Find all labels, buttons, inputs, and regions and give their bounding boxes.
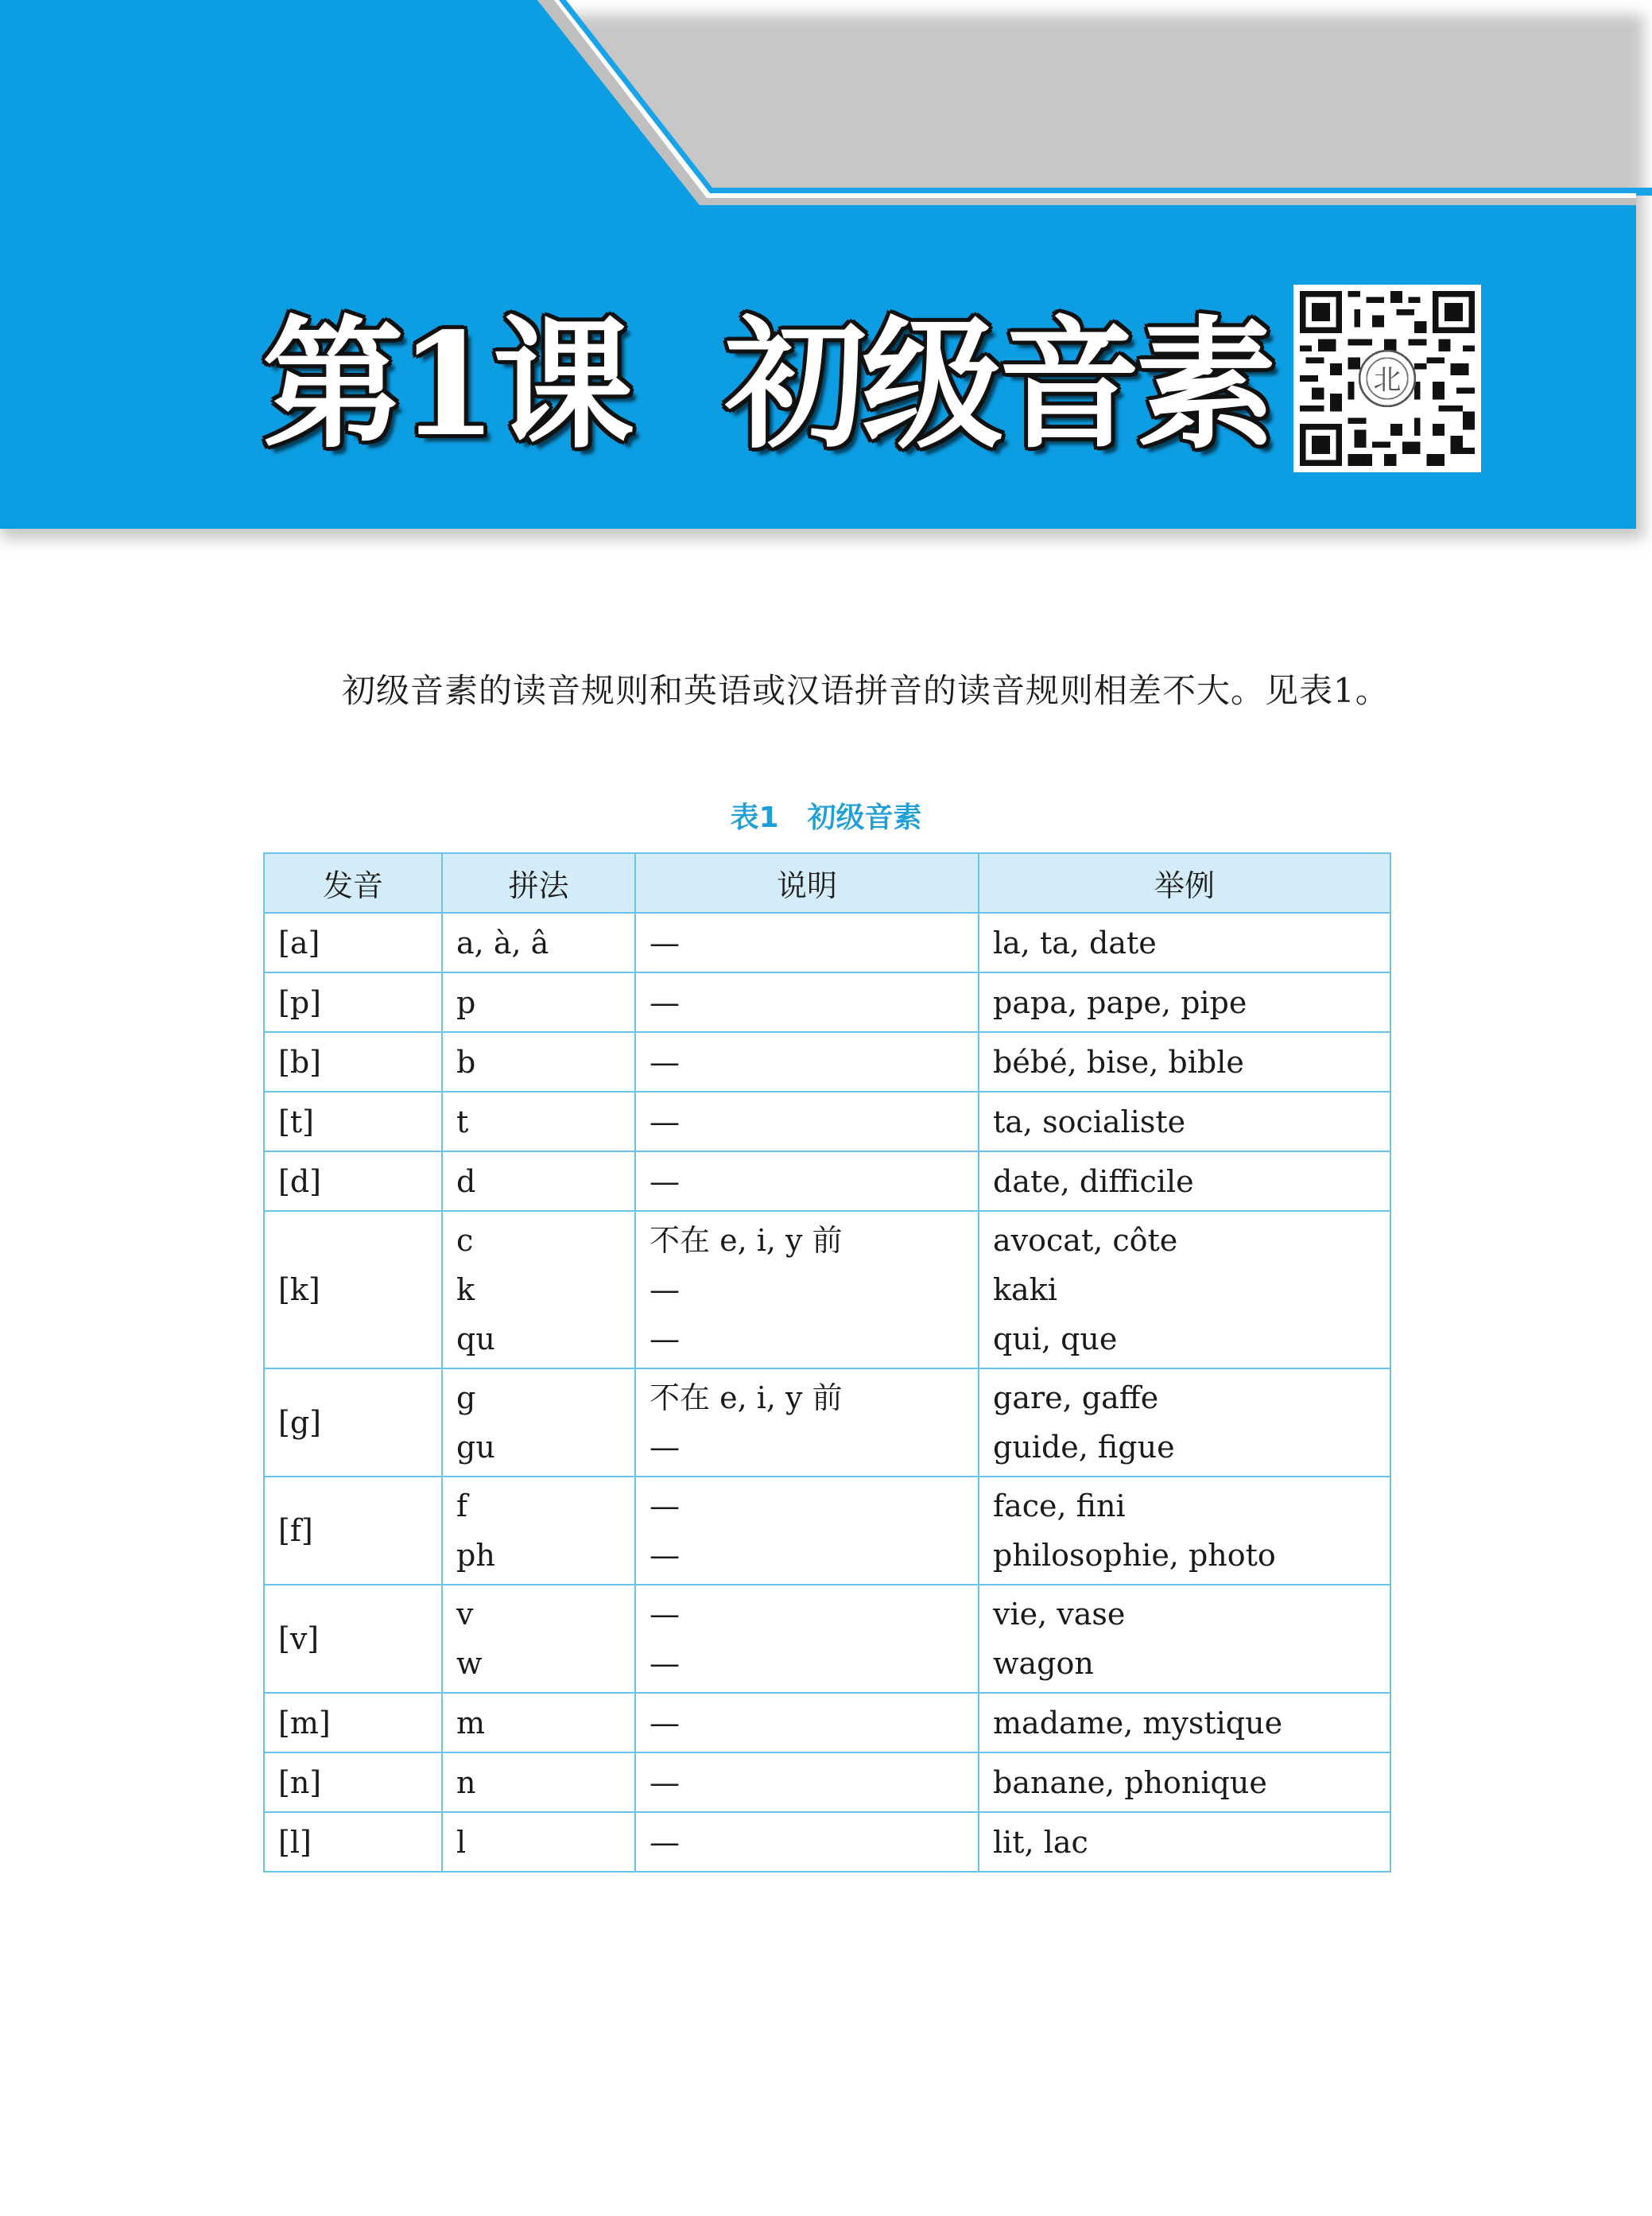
table-row — [264, 1693, 1390, 1752]
example-cell: papa, pape, pipe — [979, 972, 1390, 1032]
banner — [0, 0, 1652, 557]
spelling-cell: n — [442, 1752, 635, 1812]
table-row — [264, 1368, 1390, 1477]
spelling-cell: b — [442, 1032, 635, 1092]
note-cell: — — [635, 972, 979, 1032]
note-line: — — [650, 1538, 680, 1573]
spelling-cell: t — [442, 1092, 635, 1151]
phoneme-table — [263, 852, 1391, 1873]
spelling-cell — [442, 1585, 635, 1693]
example-cell: bébé, bise, bible — [979, 1032, 1390, 1092]
table-row — [264, 1032, 1390, 1092]
spelling-line: gu — [456, 1430, 495, 1465]
spelling-cell: l — [442, 1812, 635, 1872]
note-cell — [635, 1477, 979, 1585]
example-line: face, fini — [993, 1488, 1126, 1523]
svg-text:北: 北 — [1373, 364, 1402, 397]
table-row — [264, 913, 1390, 972]
table-caption — [0, 795, 1652, 836]
table-caption-label: 表1 — [730, 801, 779, 834]
header-example: 举例 — [979, 853, 1390, 913]
note-line: — — [650, 1597, 680, 1632]
note-cell: — — [635, 1092, 979, 1151]
spelling-cell: a, à, â — [442, 913, 635, 972]
note-cell — [635, 1585, 979, 1693]
example-cell — [979, 1585, 1390, 1693]
table-row — [264, 1812, 1390, 1872]
example-cell — [979, 1211, 1390, 1368]
sound-cell: [a] — [264, 913, 442, 972]
spelling-cell — [442, 1477, 635, 1585]
intro-paragraph: 初级音素的读音规则和英语或汉语拼音的读音规则相差不大。见表1。 — [342, 671, 1390, 710]
note-cell: — — [635, 913, 979, 972]
example-cell: ta, socialiste — [979, 1092, 1390, 1151]
spelling-line: f — [456, 1488, 468, 1523]
sound-cell: [v] — [264, 1585, 442, 1693]
sound-cell: [m] — [264, 1693, 442, 1752]
table-row — [264, 1151, 1390, 1211]
spelling-cell: p — [442, 972, 635, 1032]
example-line: vie, vase — [993, 1597, 1126, 1632]
table-caption-title: 初级音素 — [807, 801, 922, 834]
header-spelling: 拼法 — [442, 853, 635, 913]
spelling-line: k — [456, 1272, 475, 1307]
spelling-line: qu — [456, 1321, 495, 1356]
example-cell: lit, lac — [979, 1812, 1390, 1872]
example-line: avocat, côte — [993, 1223, 1178, 1258]
sound-cell: [t] — [264, 1092, 442, 1151]
lesson-title — [262, 301, 1272, 468]
table-row — [264, 1585, 1390, 1693]
spelling-line: ph — [456, 1538, 495, 1573]
note-line: 不在 e, i, y 前 — [650, 1223, 843, 1258]
spelling-line: c — [456, 1223, 474, 1258]
example-line: gare, gaffe — [993, 1380, 1159, 1415]
example-cell — [979, 1477, 1390, 1585]
spelling-cell — [442, 1211, 635, 1368]
example-cell: la, ta, date — [979, 913, 1390, 972]
note-line: — — [650, 1321, 680, 1356]
sound-cell: [l] — [264, 1812, 442, 1872]
header-note: 说明 — [635, 853, 979, 913]
note-cell: — — [635, 1812, 979, 1872]
sound-cell: [p] — [264, 972, 442, 1032]
sound-cell: [k] — [264, 1211, 442, 1368]
table-row — [264, 972, 1390, 1032]
note-line: — — [650, 1272, 680, 1307]
qr-code-graphic — [1300, 291, 1475, 466]
sound-cell: [f] — [264, 1477, 442, 1585]
note-line: — — [650, 1646, 680, 1681]
note-cell: — — [635, 1693, 979, 1752]
table-row — [264, 1211, 1390, 1368]
example-line: guide, figue — [993, 1430, 1175, 1465]
example-cell: madame, mystique — [979, 1693, 1390, 1752]
lesson-number: 第1课 — [262, 301, 630, 468]
note-line: — — [650, 1488, 680, 1523]
spelling-line: g — [456, 1380, 476, 1415]
sound-cell: [b] — [264, 1032, 442, 1092]
sound-cell: [n] — [264, 1752, 442, 1812]
table-header-row — [264, 853, 1390, 913]
example-line: philosophie, photo — [993, 1538, 1276, 1573]
lesson-topic: 初级音素 — [724, 301, 1272, 468]
note-line: — — [650, 1430, 680, 1465]
qr-code-icon[interactable] — [1293, 285, 1481, 472]
note-cell: — — [635, 1752, 979, 1812]
note-line: 不在 e, i, y 前 — [650, 1380, 843, 1415]
spelling-cell: m — [442, 1693, 635, 1752]
example-cell: banane, phonique — [979, 1752, 1390, 1812]
example-cell — [979, 1368, 1390, 1477]
spelling-cell — [442, 1368, 635, 1477]
sound-cell: [d] — [264, 1151, 442, 1211]
note-cell: — — [635, 1151, 979, 1211]
sound-cell: [g] — [264, 1368, 442, 1477]
example-cell: date, difficile — [979, 1151, 1390, 1211]
spelling-cell: d — [442, 1151, 635, 1211]
note-cell — [635, 1368, 979, 1477]
table-row — [264, 1477, 1390, 1585]
example-line: kaki — [993, 1272, 1057, 1307]
example-line: wagon — [993, 1646, 1094, 1681]
note-cell: — — [635, 1032, 979, 1092]
spelling-line: v — [456, 1597, 474, 1632]
table-row — [264, 1092, 1390, 1151]
header-sound: 发音 — [264, 853, 442, 913]
spelling-line: w — [456, 1646, 483, 1681]
table-row — [264, 1752, 1390, 1812]
example-line: qui, que — [993, 1321, 1118, 1356]
note-cell — [635, 1211, 979, 1368]
